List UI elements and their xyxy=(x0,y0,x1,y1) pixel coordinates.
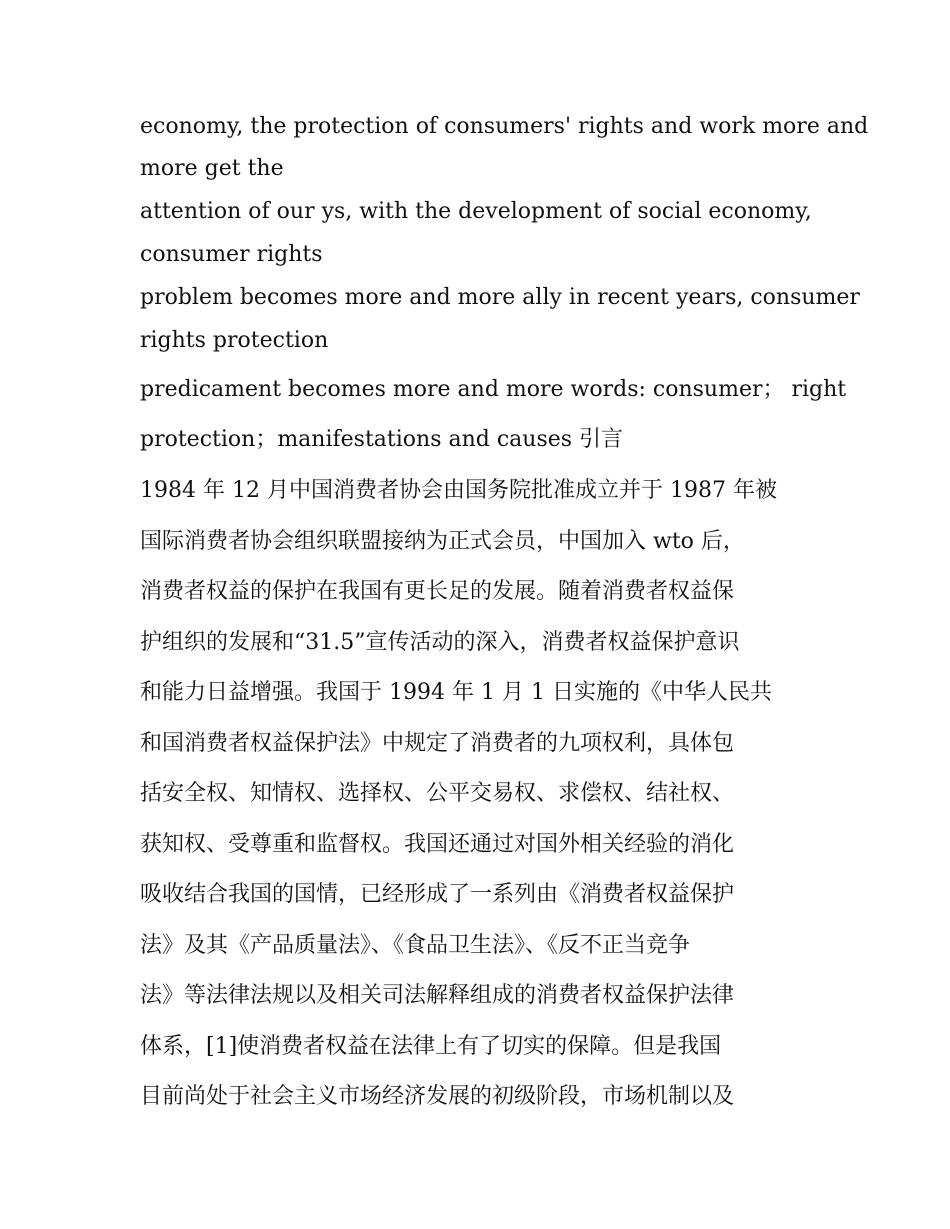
text-line: 和国消费者权益保护法》中规定了消费者的九项权利，具体包 xyxy=(140,731,735,756)
text-line: economy, the protection of consumers' rights and work more and xyxy=(140,114,869,139)
text-line: 护组织的发展和“31.5”宣传活动的深入，消费者权益保护意识 xyxy=(140,630,740,655)
text-line: consumer rights xyxy=(140,242,323,267)
text-line: 括安全权、知情权、选择权、公平交易权、求偿权、结社权、 xyxy=(140,781,735,806)
text-line: 消费者权益的保护在我国有更长足的发展。随着消费者权益保 xyxy=(140,579,735,604)
text-line: problem becomes more and more ally in recent years, consumer xyxy=(140,285,860,310)
text-line: 1984 年 12 月中国消费者协会由国务院批准成立并于 1987 年被 xyxy=(140,478,777,503)
text-line: 国际消费者协会组织联盟接纳为正式会员，中国加入 wto 后， xyxy=(140,529,745,554)
text-line: 和能力日益增强。我国于 1994 年 1 月 1 日实施的《中华人民共 xyxy=(140,680,772,705)
text-line: 体系，[1]使消费者权益在法律上有了切实的保障。但是我国 xyxy=(140,1034,722,1059)
text-line: 目前尚处于社会主义市场经济发展的初级阶段，市场机制以及 xyxy=(140,1084,735,1109)
text-line: more get the xyxy=(140,156,284,181)
text-line: rights protection xyxy=(140,328,329,353)
text-line: 法》等法律法规以及相关司法解释组成的消费者权益保护法律 xyxy=(140,983,735,1008)
text-line: protection；manifestations and causes 引言 xyxy=(140,427,624,452)
text-line: attention of our ys, with the development of social economy, xyxy=(140,199,812,224)
text-line: 吸收结合我国的国情，已经形成了一系列由《消费者权益保护 xyxy=(140,882,735,907)
text-line: predicament becomes more and more words: consumer； right xyxy=(140,377,847,402)
text-line: 法》及其《产品质量法》、《食品卫生法》、《反不正当竞争 xyxy=(140,933,691,958)
text-line: 获知权、受尊重和监督权。我国还通过对国外相关经验的消化 xyxy=(140,832,735,857)
